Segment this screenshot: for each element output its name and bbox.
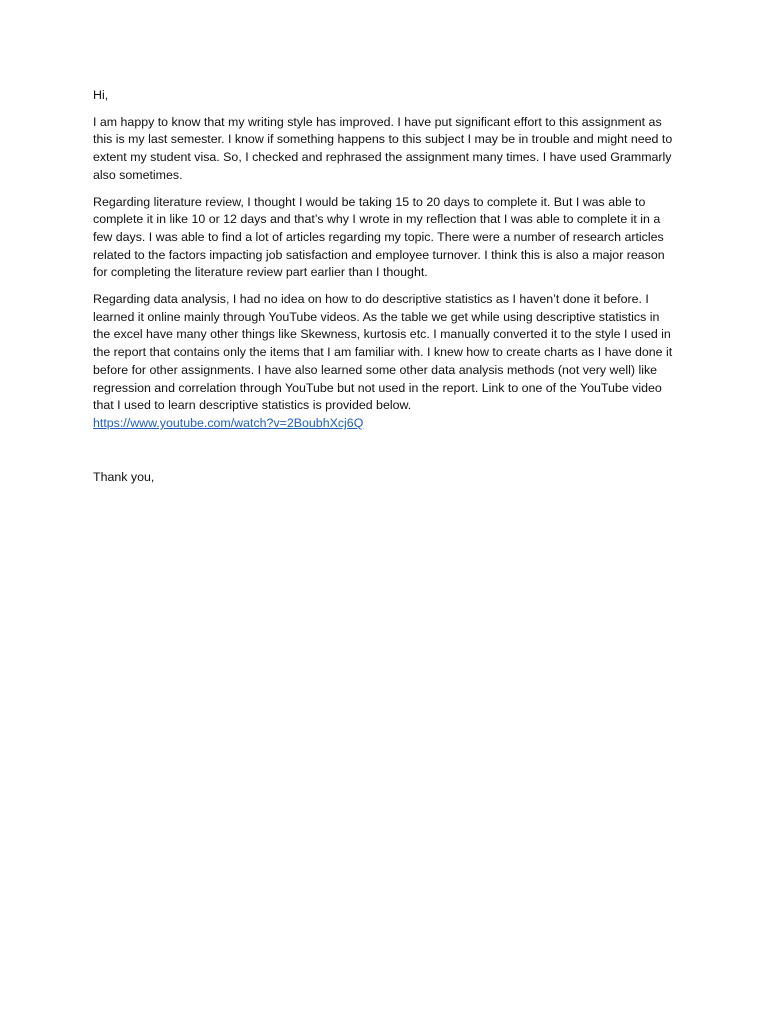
letter-body — [93, 87, 677, 486]
paragraph-data-analysis-block — [93, 291, 677, 433]
paragraph-data-analysis: Regarding data analysis, I had no idea on how to do descriptive statistics as I haven’t done it before. I learned it online mainly through YouTube videos. As the table we get while using descriptive statistics in the excel have many other things like Skewness, kurtosis etc. I manually converted it to the style I used in the report that contains only the items that I am familiar with. I knew how to create charts as I have done it before for other assignments. I have also learned some other data analysis methods (not very well) like regression and correlation through YouTube but not used in the report. Link to one of the YouTube video that I used to learn descriptive statistics is provided below. — [93, 292, 673, 413]
paragraph-writing-style: I am happy to know that my writing style has improved. I have put significant effort to this assignment as this is my last semester. I know if something happens to this subject I may be in trouble and might need to extent my student visa. So, I checked and rephrased the assignment many times. I have used Grammarly also sometimes. — [93, 114, 673, 182]
youtube-link[interactable]: https://www.youtube.com/watch?v=2BoubhXcj6Q — [93, 415, 364, 430]
closing-line: Thank you, — [93, 469, 155, 484]
greeting-line: Hi, — [93, 88, 109, 102]
paragraph-literature-review: Regarding literature review, I thought I would be taking 15 to 20 days to complete it. But I was able to complete it in like 10 or 12 days and that’s why I wrote in my reflection that I was able to complete it in a few days. I was able to find a lot of articles regarding my topic. There were a number of research articles related to the factors impacting job satisfaction and employee turnover. I think this is also a major reason for completing the literature review part earlier than I thought. — [93, 194, 665, 280]
